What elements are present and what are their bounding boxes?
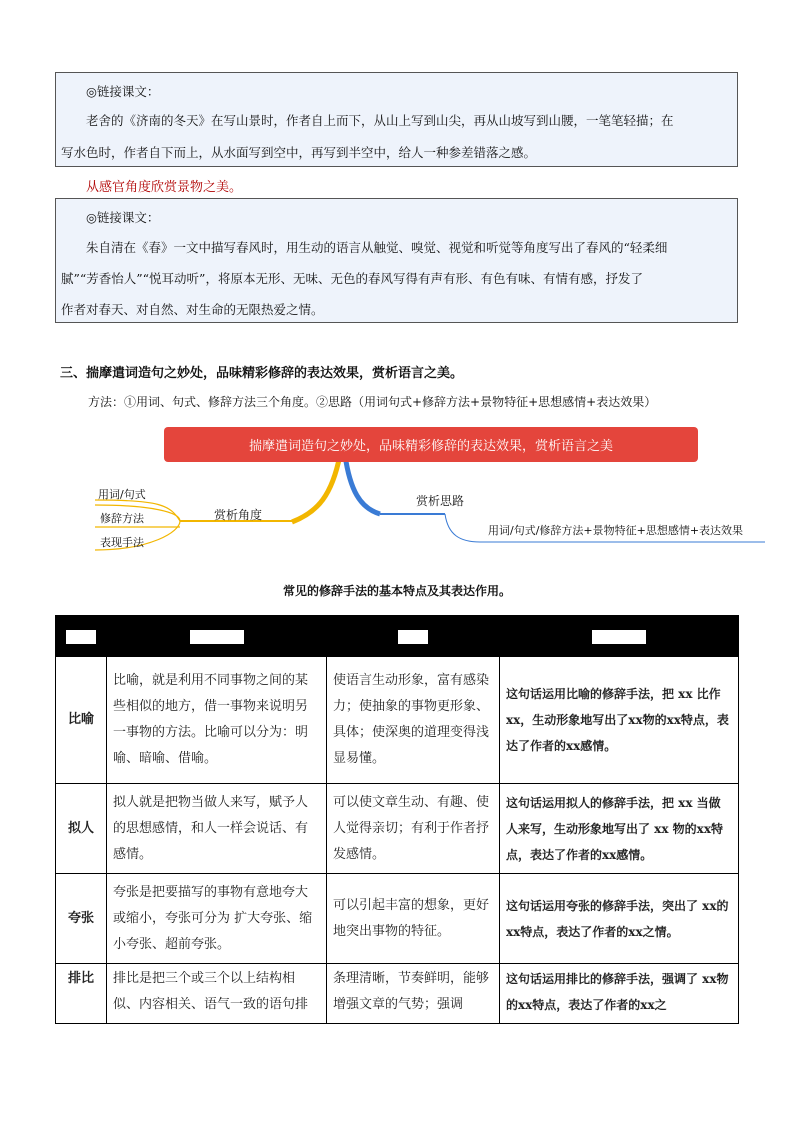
header-cell (327, 616, 500, 657)
link-box-text-line: 腻”“芳香怡人”“悦耳动听”，将原本无形、无味、无色的春风写得有声有形、有色有味、有情有感，抒发了 (61, 271, 643, 286)
right-branch-curve (345, 455, 380, 514)
rhetoric-name: 比喻 (56, 657, 107, 784)
right-item: 用词/句式/修辞方法+景物特征+思想感情+表达效果 (488, 524, 744, 537)
sense-heading: 从感官角度欣赏景物之美。 (86, 180, 243, 195)
link-box-text-line: 作者对春天、对自然、对生命的无限热爱之情。 (61, 302, 324, 317)
rhetoric-name: 拟人 (56, 784, 107, 874)
rhetoric-name: 排比 (56, 964, 107, 1024)
rhetoric-definition: 排比是把三个或三个以上结构相似、内容相关、语气一致的语句排 (107, 964, 327, 1024)
table-row (56, 784, 739, 874)
rhetoric-effect: 可以使文章生动、有趣、使人觉得亲切；有利于作者抒发感情。 (327, 784, 500, 874)
header-cell (107, 616, 327, 657)
left-item: 用词/句式 (98, 488, 146, 501)
rhetoric-example: 这句话运用比喻的修辞手法，把 xx 比作xx，生动形象地写出了xx物的xx特点，表达了作者的xx感情。 (500, 657, 739, 784)
rhetoric-example: 这句话运用拟人的修辞手法，把 xx 当做人来写，生动形象地写出了 xx 物的xx特点，表达了作者的xx感情。 (500, 784, 739, 874)
link-box-text-line: 写水色时，作者自下而上，从水面写到空中，再写到半空中，给人一种参差错落之感。 (61, 145, 537, 160)
header-cell (500, 616, 739, 657)
left-item: 表现手法 (100, 536, 144, 549)
rhetoric-effect: 使语言生动形象，富有感染力；使抽象的事物更形象、具体；使深奥的道理变得浅显易懂。 (327, 657, 500, 784)
link-box-text-line: 老舍的《济南的冬天》在写山景时，作者自上而下，从山上写到山尖，再从山坡写到山腰，一笔笔轻描；在 (86, 113, 674, 128)
right-branch-label: 赏析思路 (416, 494, 465, 508)
table-header-row (56, 616, 739, 657)
rhetoric-definition: 夸张是把要描写的事物有意地夸大或缩小，夸张可分为 扩大夸张、缩小夸张、超前夸张。 (107, 874, 327, 964)
link-box-heading: ◎链接课文： (86, 84, 160, 99)
table-title: 常见的修辞手法的基本特点及其表达作用。 (282, 584, 511, 598)
mindmap-connectors (0, 0, 794, 560)
table-row (56, 964, 739, 1024)
rhetoric-name: 夸张 (56, 874, 107, 964)
rhetoric-definition: 比喻，就是利用不同事物之间的某些相似的地方，借一事物来说明另一事物的方法。比喻可以分为：明喻、暗喻、借喻。 (107, 657, 327, 784)
left-item: 修辞方法 (100, 512, 144, 525)
rhetoric-effect: 条理清晰，节奏鲜明，能够增强文章的气势；强调 (327, 964, 500, 1024)
link-box-heading: ◎链接课文： (86, 210, 160, 225)
rhetoric-effect: 可以引起丰富的想象，更好地突出事物的特征。 (327, 874, 500, 964)
table-row (56, 657, 739, 784)
header-cell (56, 616, 107, 657)
mindmap-banner: 揣摩遣词造句之妙处，品味精彩修辞的表达效果，赏析语言之美 (164, 427, 698, 462)
section-heading: 三、揣摩遣词造句之妙处，品味精彩修辞的表达效果，赏析语言之美。 (60, 366, 464, 381)
rhetoric-example: 这句话运用排比的修辞手法，强调了 xx物的xx特点，表达了作者的xx之 (500, 964, 739, 1024)
rhetoric-definition: 拟人就是把物当做人来写，赋予人的思想感情，和人一样会说话、有感情。 (107, 784, 327, 874)
left-branch-label: 赏析角度 (214, 508, 263, 522)
method-text: 方法：①用词、句式、修辞方法三个角度。②思路（用词句式+修辞方法+景物特征+思想感情+表达效果） (88, 395, 657, 409)
link-box-text-line: 朱自清在《春》一文中描写春风时，用生动的语言从触觉、嗅觉、视觉和听觉等角度写出了春风的“轻柔细 (86, 240, 668, 255)
rhetoric-table (55, 615, 739, 1024)
table-row (56, 874, 739, 964)
left-branch-curve (292, 455, 340, 522)
rhetoric-example: 这句话运用夸张的修辞手法，突出了 xx的xx特点，表达了作者的xx之情。 (500, 874, 739, 964)
